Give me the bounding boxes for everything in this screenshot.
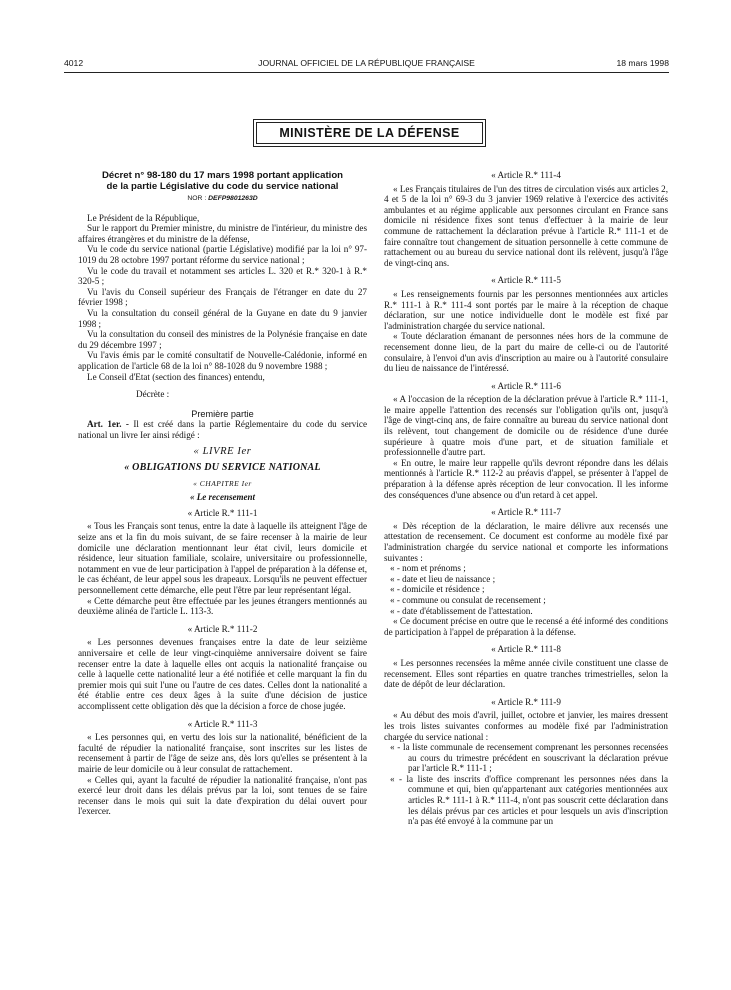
article-1-text: Il est créé dans la partie Réglementaire du code du service national un livre Ier ainsi rédigé : bbox=[78, 419, 367, 440]
article-paragraph: « Les personnes devenues françaises entre la date de leur seizième anniversaire et celle de leur vingt-cinquième anniversaire doivent se faire recenser entre la date à laquelle elles ont acquis la nationalité française ou celle à laquelle cette nationalité leur a été notifiée et celle marquant la fin du premier mois qui suit l'une ou l'autre de ces dates. Celles dont la nationalité a été établie entre ces deux âges à la suite d'une décision de justice accomplissent cette obligation dès que la décision a force de chose jugée. bbox=[78, 637, 367, 711]
article-paragraph: « Les personnes recensées la même année civile constituent une classe de recensement. Elles sont réparties en quatre tranches trimestrielles, selon la date de dépôt de leur déclaration. bbox=[384, 657, 668, 690]
nor-value: DEFP9801263D bbox=[208, 195, 258, 202]
list-item: « - la liste des inscrits d'office comprenant les personnes nées dans la commune et qui, bien qu'appartenant aux catégories mentionnées aux articles R.* 111-1 à R.* 111-4, n'ont pas souscrit cette déclaration dans les délais prévus par ces articles et pour lesquels un avis d'inscription n'a pas été envoyé à la commune par un bbox=[390, 773, 668, 827]
preamble-paragraph: Vu l'avis du Conseil supérieur des Français de l'étranger en date du 27 février 1998 ; bbox=[78, 286, 367, 308]
preamble-paragraph: Vu le code du service national (partie Législative) modifié par la loi n° 97-1019 du 28 octobre 1997 portant réforme du service national ; bbox=[78, 244, 367, 265]
issue-date: 18 mars 1998 bbox=[616, 58, 669, 68]
article-paragraph: « En outre, le maire leur rappelle qu'ils devront répondre dans les délais mentionnés à l'article R.* 112-2 au préavis d'appel, se présenter à l'appel de préparation à la défense après réception de leur convocation. Il les informe des conséquences d'une absence ou d'un retard à cet appel. bbox=[384, 457, 668, 500]
header-rule bbox=[64, 72, 669, 73]
article-1-paragraph bbox=[78, 419, 367, 440]
article-heading: « Article R.* 111-1 bbox=[187, 507, 258, 518]
list-item: « - domicile et résidence ; bbox=[390, 584, 485, 595]
article-heading: « Article R.* 111-6 bbox=[491, 380, 561, 391]
preamble-paragraph: Vu le code du travail et notamment ses articles L. 320 et R.* 320-1 à R.* 320-5 ; bbox=[78, 265, 367, 287]
decree-title-line-1: Décret n° 98-180 du 17 mars 1998 portant application bbox=[101, 170, 344, 181]
chapitre-heading: « CHAPITRE Ier bbox=[193, 478, 252, 488]
article-paragraph: « Les Français titulaires de l'un des titres de circulation visés aux articles 2, 4 et 5 de la loi n° 69-3 du 3 janvier 1969 relative à l'exercice des activités ambulantes et au régime applicable aux personnes circulant en France sans domicile ni résidence fixes sont tenus d'effectuer à la mairie de leur commune de rattachement la déclaration prévue à l'article R.* 111-1 et de faire connaître tout changement de situation personnelle à cette commune de rattachement ou au bureau du service national dont ils relèvent, jusqu'à l'âge de vingt-cinq ans. bbox=[384, 183, 668, 268]
preamble-paragraph: Sur le rapport du Premier ministre, du ministre de l'intérieur, du ministre des affaires étrangères et du ministre de la défense, bbox=[78, 223, 367, 244]
obligations-heading: « OBLIGATIONS DU SERVICE NATIONAL bbox=[124, 462, 321, 474]
article-paragraph: « Au début des mois d'avril, juillet, octobre et janvier, les maires dressent les trois listes suivantes conformes au modèle fixé par l'administration chargée du service national : bbox=[384, 710, 668, 742]
preamble-paragraph: Le Conseil d'Etat (section des finances) entendu, bbox=[87, 371, 265, 382]
article-heading: « Article R.* 111-4 bbox=[491, 170, 561, 180]
article-paragraph: « Dès réception de la déclaration, le maire délivre aux recensés une attestation de recensement. Ce document est conforme au modèle fixé par l'administration chargée du service national et comporte les informations suivantes : bbox=[384, 520, 668, 563]
preamble-paragraph: Vu l'avis émis par le comité consultatif de Nouvelle-Calédonie, informé en application de l'article 68 de la loi n° 88-1028 du 9 novembre 1988 ; bbox=[78, 350, 367, 371]
article-heading: « Article R.* 111-9 bbox=[491, 696, 561, 707]
list-item: « - la liste communale de recensement comprenant les personnes recensées au cours du trimestre précédent en souscrivant la déclaration prévue par l'article R.* 111-1 ; bbox=[390, 742, 668, 774]
left-column bbox=[78, 170, 367, 817]
list-item: « - date et lieu de naissance ; bbox=[390, 573, 496, 584]
ministry-title: MINISTÈRE DE LA DÉFENSE bbox=[256, 122, 483, 144]
premiere-partie-heading: Première partie bbox=[191, 408, 254, 419]
article-paragraph: « Toute déclaration émanant de personnes nées hors de la commune de recensement donne lieu, de la part du maire de celle-ci ou de l'autorité consulaire, à l'envoi d'un avis d'inscription au maire ou à l'autorité consulaire du lieu de naissance de l'intéressé. bbox=[384, 331, 668, 374]
article-1-label: Art. 1er. - bbox=[87, 419, 129, 430]
article-paragraph: « Tous les Français sont tenus, entre la date à laquelle ils atteignent l'âge de seize ans et la fin du mois suivant, de se faire recenser à la mairie de leur domicile une déclaration mentionnant leur état civil, leurs domicile et résidence, leur situation familiale, scolaire, universitaire ou professionnelle, notamment en vue de leur participation à l'appel de préparation à la défense et, le cas échéant, de leur appel sous les drapeaux. Lorsqu'ils ne peuvent effectuer personnellement cette démarche, elle peut l'être par leur représentant légal. bbox=[78, 521, 367, 595]
decree-title-line-2: de la partie Législative du code du service national bbox=[106, 181, 339, 192]
preamble-paragraph: Vu la consultation du conseil général de la Guyane en date du 9 janvier 1998 ; bbox=[78, 307, 367, 329]
nor-label: NOR : bbox=[187, 195, 207, 202]
article-paragraph: « A l'occasion de la réception de la déclaration prévue à l'article R.* 111-1, le maire appelle l'attention des recensés sur l'obligation qu'ils ont, jusqu'à l'âge de vingt-cinq ans, de faire connaître au bureau du service national dont ils relèvent, tout changement de domicile ou de résidence d'une durée supérieure à quatre mois d'une part, et de situation familiale et professionnelle d'autre part. bbox=[384, 394, 668, 458]
list-item: « - nom et prénoms ; bbox=[390, 563, 466, 574]
ministry-box bbox=[253, 119, 486, 147]
nor-reference bbox=[78, 194, 367, 205]
article-paragraph: « Cette démarche peut être effectuée par les jeunes étrangers mentionnés au deuxième alinéa de l'article L. 113-3. bbox=[78, 595, 367, 617]
list-item: « - commune ou consulat de recensement ; bbox=[390, 594, 546, 605]
preamble-paragraph: Le Président de la République, bbox=[87, 212, 200, 223]
article-paragraph: « Ce document précise en outre que le recensé a été informé des conditions de participation à l'appel de préparation à la défense. bbox=[384, 616, 668, 637]
journal-title: JOURNAL OFFICIEL DE LA RÉPUBLIQUE FRANÇAISE bbox=[258, 58, 475, 68]
page-number: 4012 bbox=[64, 58, 84, 68]
list-item: « - date d'établissement de l'attestation. bbox=[390, 605, 533, 616]
article-heading: « Article R.* 111-5 bbox=[491, 275, 561, 286]
article-paragraph: « Les personnes qui, en vertu des lois sur la nationalité, bénéficient de la faculté de répudier la nationalité française, sont inscrites sur les listes de recensement à partir de l'âge de seize ans, dès lors qu'elles se présentent à la mairie de leur domicile ou à leur consulat de rattachement. bbox=[78, 732, 367, 774]
right-column bbox=[384, 170, 668, 827]
article-heading: « Article R.* 111-3 bbox=[187, 718, 258, 729]
article-paragraph: « Les renseignements fournis par les personnes mentionnées aux articles R.* 111-1 à R.* 111-4 sont portés par le maire à la réception de chaque déclaration, sur une notice individuelle dont le modèle est fixé par l'administration chargée du service national. bbox=[384, 288, 668, 331]
article-paragraph: « Celles qui, ayant la faculté de répudier la nationalité française, n'ont pas exercé leur droit dans les délais prévus par la loi, sont tenues de se faire recenser dans le mois qui suit la date d'expiration du délai ouvert pour l'exercer. bbox=[78, 774, 367, 817]
decrete-label: Décrète : bbox=[136, 389, 170, 400]
page-header bbox=[64, 58, 669, 72]
article-heading: « Article R.* 111-7 bbox=[491, 507, 561, 518]
article-heading: « Article R.* 111-8 bbox=[491, 644, 561, 655]
recensement-heading: « Le recensement bbox=[190, 492, 255, 503]
livre-heading: « LIVRE Ier bbox=[193, 446, 252, 458]
article-heading: « Article R.* 111-2 bbox=[187, 623, 258, 634]
preamble-paragraph: Vu la consultation du conseil des ministres de la Polynésie française en date du 29 décembre 1997 ; bbox=[78, 329, 367, 350]
